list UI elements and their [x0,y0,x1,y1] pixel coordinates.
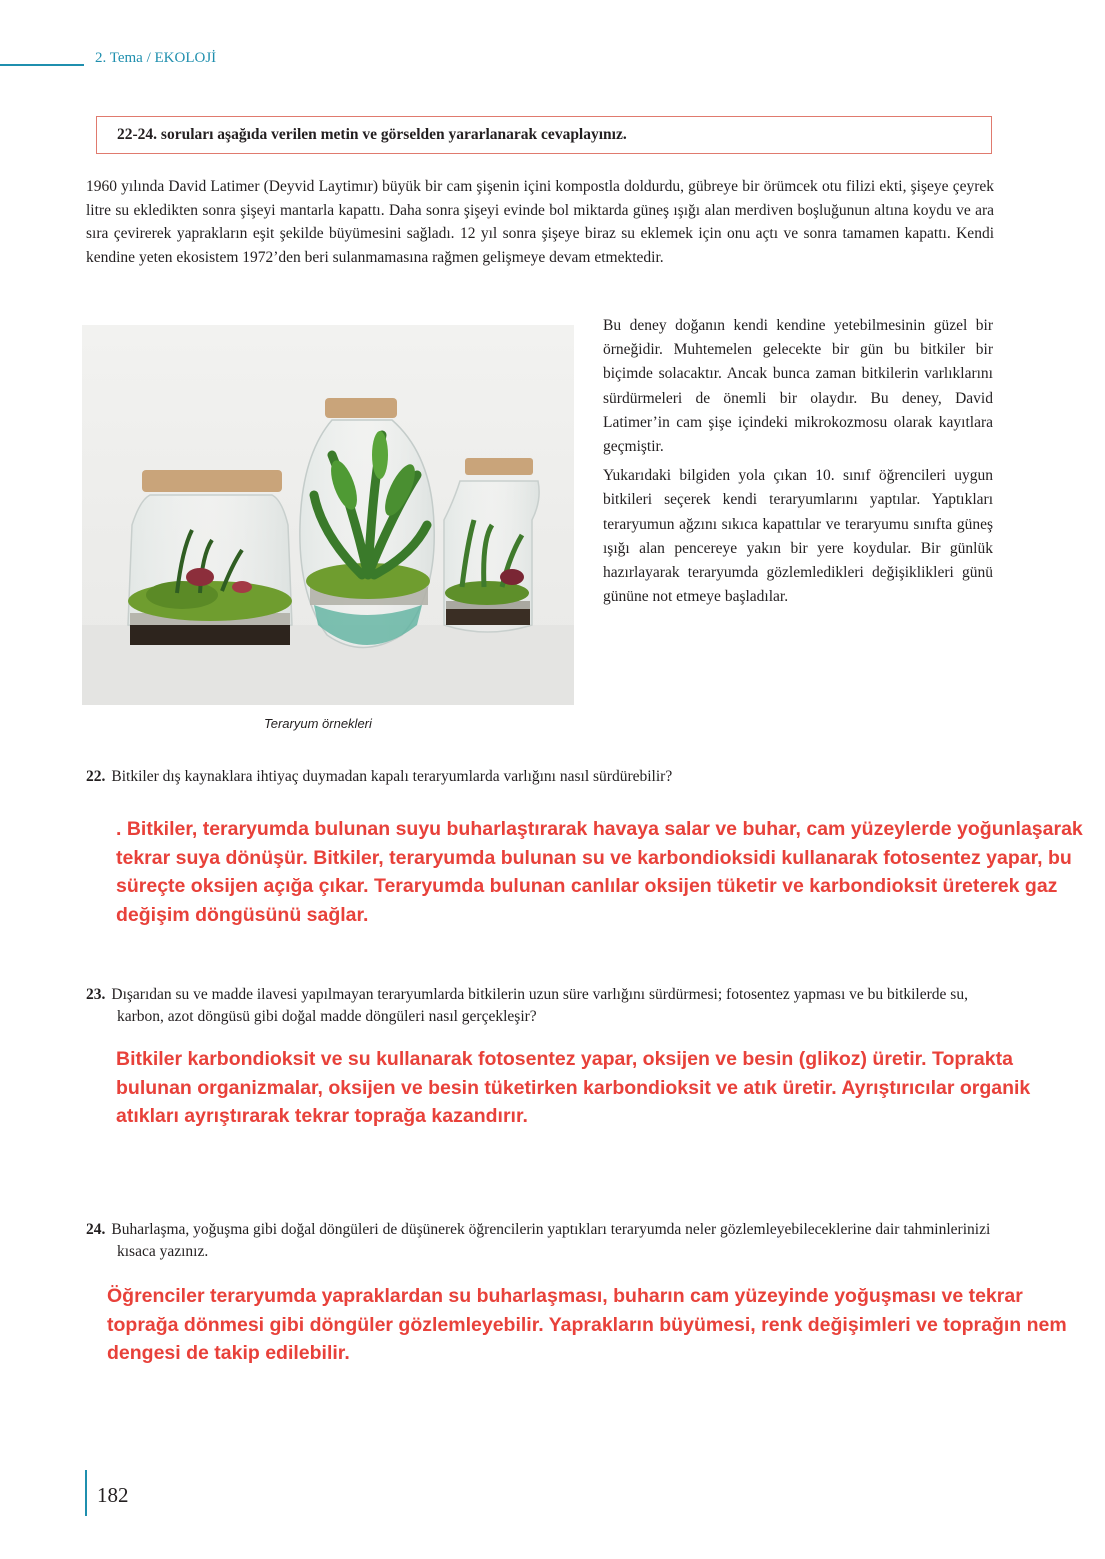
photo-caption: Teraryum örnekleri [264,716,372,731]
chapter-header: 2. Tema / EKOLOJİ [95,50,217,66]
header-rule [0,64,84,66]
instruction-box: 22-24. soruları aşağıda verilen metin ve görselden yararlanarak cevaplayınız. [96,116,992,154]
answer-24: Öğrenciler teraryumda yapraklardan su buharlaşması, buharın cam yüzeyinde yoğuşması ve tekrar toprağa dönmesi gibi döngüler gözlemleyebilir. Yaprakların büyümesi, renk değişimleri ve toprağın nem dengesi de takip edilebilir. [107,1285,1067,1365]
question-number: 23. [86,986,106,1003]
terrarium-photo [82,325,574,705]
question-text: Buharlaşma, yoğuşma gibi doğal döngüleri de düşünerek öğrencilerin yaptıkları teraryumda neler gözlemleyebileceklerine dair tahminlerinizi kısaca yazınız. [111,1221,991,1260]
left-jar [128,470,292,645]
question-23 [86,984,997,1028]
intro-paragraph: 1960 yılında David Latimer (Deyvid Laytimır) büyük bir cam şişenin içini kompostla doldurdu, gübreye bir örümcek otu filizi ekti, şişeye çeyrek litre su ekledikten sonra şişeyi mantarla kapattı. Daha sonra şişeyi evinde bol miktarda güneş ışığı alan merdiven boşluğunun altına koydu ve ara sıra çevirerek yaprakların eşit şekilde büyümesini sağladı. 12 yıl sonra şişeye biraz su eklemek için onu açtı ve sonra tamamen kapattı. Kendi kendine yeten ekosistem 1972’den beri sulanmamasına rağmen gelişmeye devam etmektedir. [86,178,994,266]
answer-22: . Bitkiler, teraryumda bulunan suyu buharlaştırarak havaya salar ve buhar, cam yüzeylerde yoğunlaşarak tekrar suya dönüşür. Bitkiler, teraryumda bulunan su ve karbondioksidi kullanarak fotosentez yapar, bu süreçte oksijen açığa çıkar. Teraryumda bulunan canlılar oksijen tüketir ve karbondioksit üreterek gaz değişim döngüsünü sağlar. [116,818,1083,926]
page-number: 182 [97,1483,129,1507]
question-text: Bitkiler dış kaynaklara ihtiyaç duymadan kapalı teraryumlarda varlığını nasıl sürdürebilir? [111,768,673,785]
footer-rule [85,1470,87,1516]
side-paragraph-1: Bu deney doğanın kendi kendine yetebilmesinin güzel bir örneğidir. Muhtemelen gelecekte bir gün bu bitkiler bir biçimde solacaktır. Ancak bunca zaman bitkilerin varlıklarını sürdürmeleri de önemli bir olaydır. Bu deney, David Latimer’in cam şişe içindeki mikrokozmosu olarak kayıtlara geçmiştir. [603,317,993,456]
question-22 [86,766,991,788]
question-24 [86,1219,997,1263]
side-paragraph-2: Yukarıdaki bilgiden yola çıkan 10. sınıf öğrencileri uygun bitkileri seçerek kendi teraryumlarını yaptılar. Yaptıkları teraryumun ağzını sıkıca kapattılar ve teraryumu sınıfta güneş ışığı alan pencereye yakın bir yere koydular. Bir günlük hazırlayarak teraryumda gözlemledikleri değişiklikleri günü gününe not etmeye başladılar. [603,467,993,606]
question-text: Dışarıdan su ve madde ilavesi yapılmayan teraryumlarda bitkilerin uzun süre varlığını sürdürmesi; fotosentez yapması ve bu bitkilerde su, karbon, azot döngüsü gibi doğal madde döngüleri nasıl gerçekleşir? [111,986,968,1025]
center-jar [300,398,434,648]
right-jar [444,458,539,632]
question-number: 24. [86,1221,106,1238]
answer-23: Bitkiler karbondioksit ve su kullanarak fotosentez yapar, oksijen ve besin (glikoz) üretir. Toprakta bulunan organizmalar, oksijen ve besin tüketirken karbondioksit ve atık üretir. Ayrıştırıcılar organik atıkları ayrıştırarak tekrar toprağa kazandırır. [116,1048,1031,1128]
side-column [603,314,993,614]
question-number: 22. [86,768,106,785]
terrarium-illustration [82,325,574,705]
